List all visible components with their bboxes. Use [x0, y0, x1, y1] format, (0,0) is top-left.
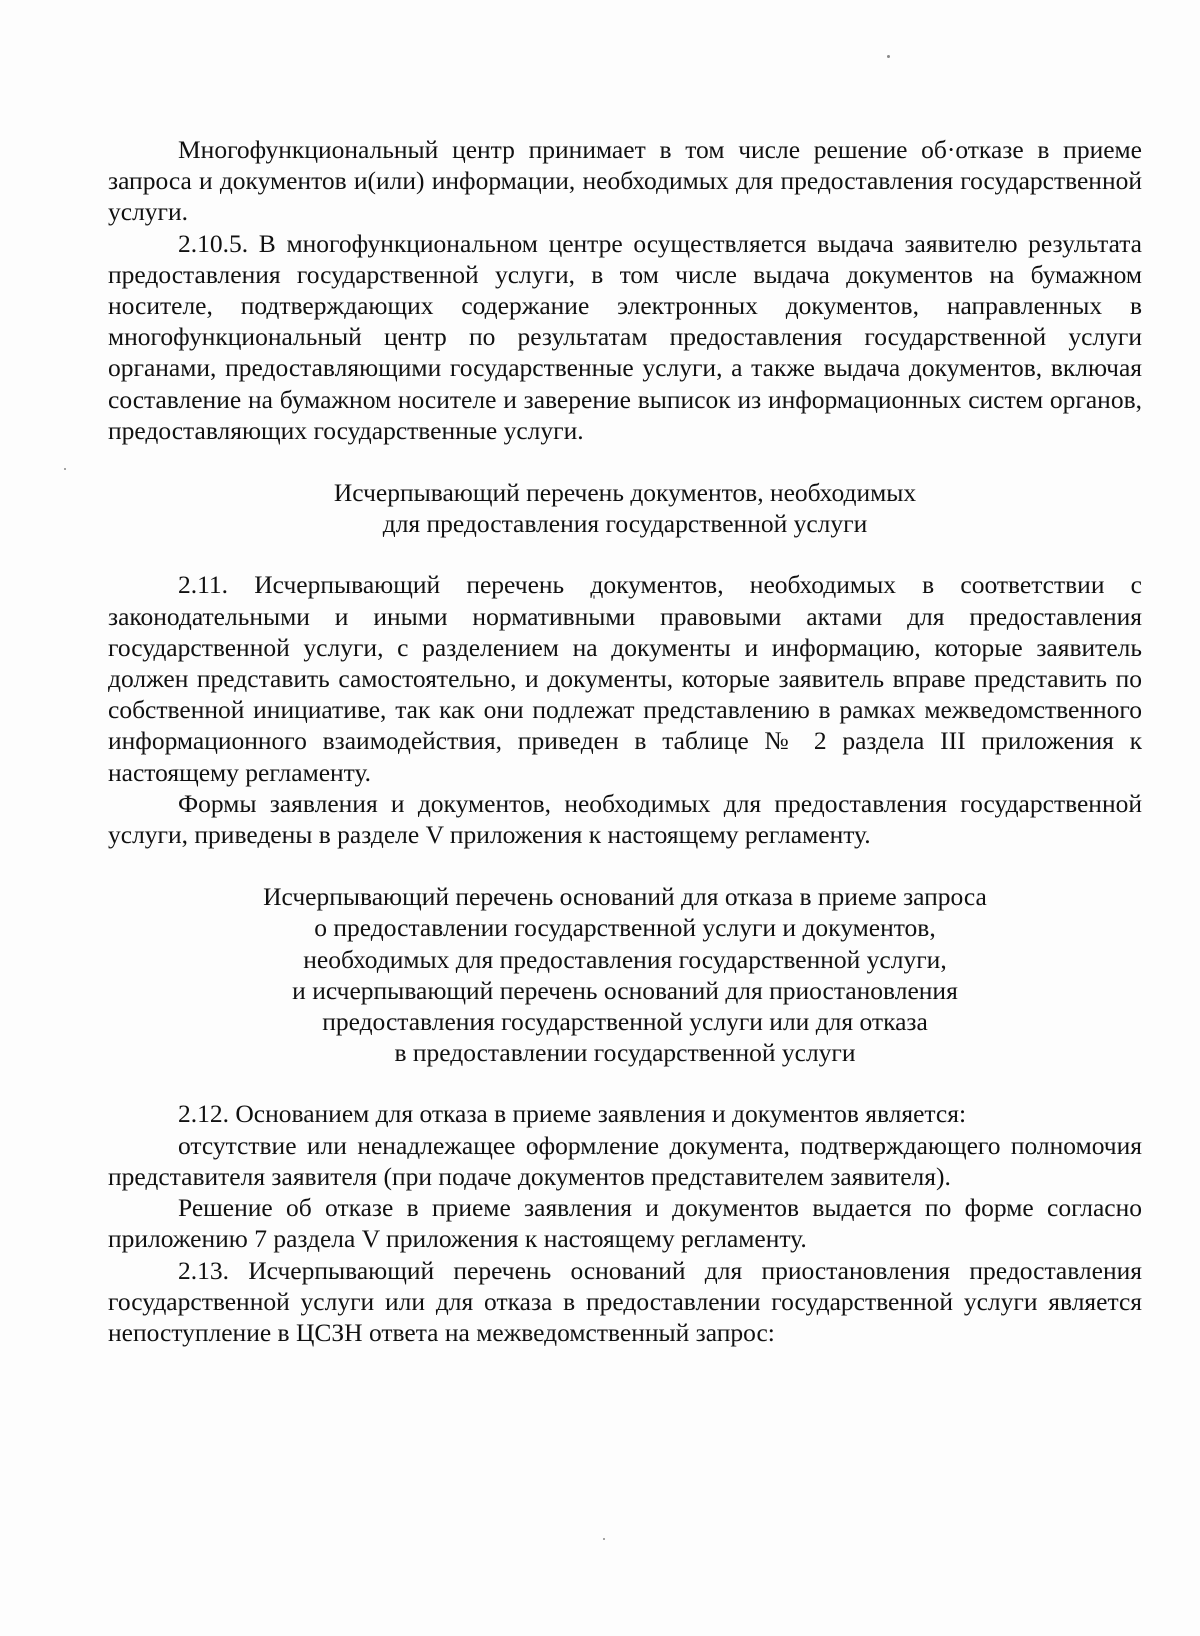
scan-speck — [64, 468, 66, 470]
paragraph: 2.13. Исчерпывающий перечень оснований для приостановления предоставления государственной услуги или для отказа в предоставлении государственной услуги является непоступление в ЦСЗН ответа на межведомственный запрос: — [108, 1255, 1142, 1347]
scan-speck — [603, 1538, 605, 1540]
heading-line: для предоставления государственной услуги — [382, 509, 868, 539]
paragraph: 2.12. Основанием для отказа в приеме заявления и документов является: — [178, 1099, 967, 1129]
section-heading — [108, 881, 1142, 1068]
spacer — [108, 446, 1142, 477]
heading-line: Исчерпывающий перечень документов, необходимых — [333, 478, 917, 508]
spacer — [108, 539, 1142, 569]
heading-line: о предоставлении государственной услуги и документов, — [314, 913, 936, 943]
paragraph: отсутствие или ненадлежащее оформление документа, подтверждающего полномочия представителя заявителя (при подаче документов представителем заявителя). — [108, 1130, 1142, 1191]
heading-line: и исчерпывающий перечень оснований для приостановления — [292, 975, 958, 1005]
paragraph: Формы заявления и документов, необходимых для предоставления государственной услуги, приведены в разделе V приложения к настоящему регламенту. — [108, 788, 1142, 850]
scan-speck — [887, 55, 890, 58]
heading-line: предоставления государственной услуги или для отказа — [322, 1007, 928, 1037]
document-body — [108, 134, 1142, 1348]
section-heading — [108, 477, 1142, 539]
spacer — [108, 1068, 1142, 1098]
paragraph: 2.10.5. В многофункциональном центре осуществляется выдача заявителю результата предоставления государственной услуги, в том числе выдача документов на бумажном носителе, подтверждающих содержание электронных документов, направленных в многофункциональный центр по результатам предоставления государственной услуги органами, предоставляющими государственные услуги, а также выдача документов, включая составление на бумажном носителе и заверение выписок из информационных систем органов, предоставляющих государственные услуги. — [108, 228, 1142, 445]
paragraph: 2.11. Исчерпывающий перечень документов, необходимых в соответствии с законодательными и иными нормативными правовыми актами для предоставления государственной услуги, с разделением на документы и информацию, которые заявитель должен представить самостоятельно, и документы, которые заявитель вправе представить по собственной инициативе, так как они подлежат представлению в рамках межведомственного информационного взаимодействия, приведен в таблице № 2 раздела III приложения к настоящему регламенту. — [108, 570, 1142, 787]
heading-line: Исчерпывающий перечень оснований для отказа в приеме запроса — [263, 882, 987, 912]
paragraph: Решение об отказе в приеме заявления и документов выдается по форме согласно приложению 7 раздела V приложения к настоящему регламенту. — [108, 1193, 1142, 1254]
heading-line: в предоставлении государственной услуги — [394, 1038, 856, 1068]
spacer — [108, 850, 1142, 881]
heading-line: необходимых для предоставления государственной услуги, — [303, 944, 947, 974]
paragraph: Многофункциональный центр принимает в том числе решение об·отказе в приеме запроса и документов и(или) информации, необходимых для предоставления государственной услуги. — [108, 135, 1142, 227]
